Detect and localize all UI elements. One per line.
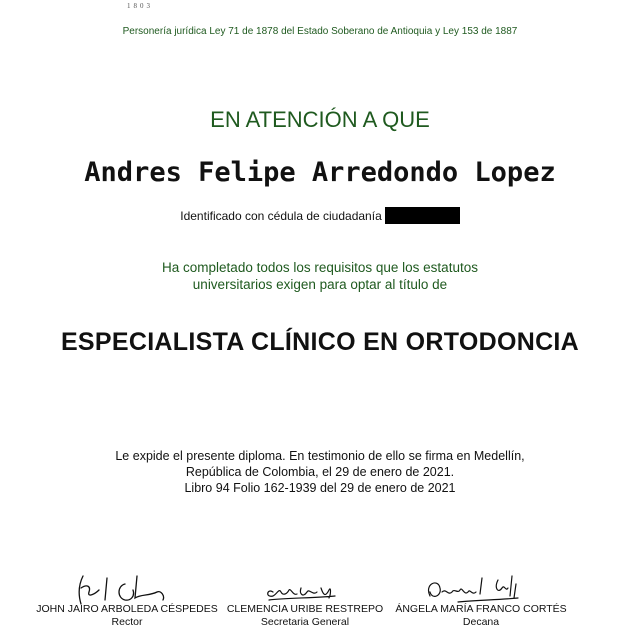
dean-signature: [398, 574, 568, 606]
requirements-line-1: Ha completado todos los requisitos que los estatutos: [162, 260, 478, 275]
diploma-heading: EN ATENCIÓN A QUE: [210, 107, 430, 132]
signer-name: CLEMENCIA URIBE RESTREPO: [226, 603, 384, 615]
signer-role: Secretaria General: [260, 616, 350, 628]
signer-role: Decana: [462, 616, 500, 628]
redacted-id-number: [385, 207, 460, 224]
signer-dean: [386, 603, 576, 629]
secretary-signature: [215, 574, 385, 606]
signer-name: JOHN JAIRO ARBOLEDA CÉSPEDES: [36, 603, 218, 615]
requirements-text: [0, 259, 640, 293]
rector-signature: [45, 574, 215, 606]
requirements-line-2: universitarios exigen para optar al título de: [192, 277, 448, 292]
graduate-name: Andres Felipe Arredondo Lopez: [84, 157, 556, 188]
id-label: Identificado con cédula de ciudadanía: [180, 209, 382, 223]
signer-name: ÁNGELA MARÍA FRANCO CORTÉS: [395, 603, 567, 615]
founding-year: 1803: [127, 2, 153, 10]
legal-notice: Personería jurídica Ley 71 de 1878 del Estado Soberano de Antioquia y Ley 153 de 1887: [122, 26, 518, 37]
degree-title: ESPECIALISTA CLÍNICO EN ORTODONCIA: [60, 328, 580, 356]
issuance-line-1: Le expide el presente diploma. En testimonio de ello se firma en Medellín,: [115, 449, 525, 463]
signer-rector: [32, 603, 222, 629]
signer-role: Rector: [111, 616, 143, 628]
issuance-line-2: República de Colombia, el 29 de enero de 2021.: [185, 465, 455, 479]
registry-record: Libro 94 Folio 162-1939 del 29 de enero de 2021: [184, 481, 456, 495]
id-line: [0, 207, 640, 224]
signer-secretary: [210, 603, 400, 629]
issuance-text: [0, 448, 640, 480]
